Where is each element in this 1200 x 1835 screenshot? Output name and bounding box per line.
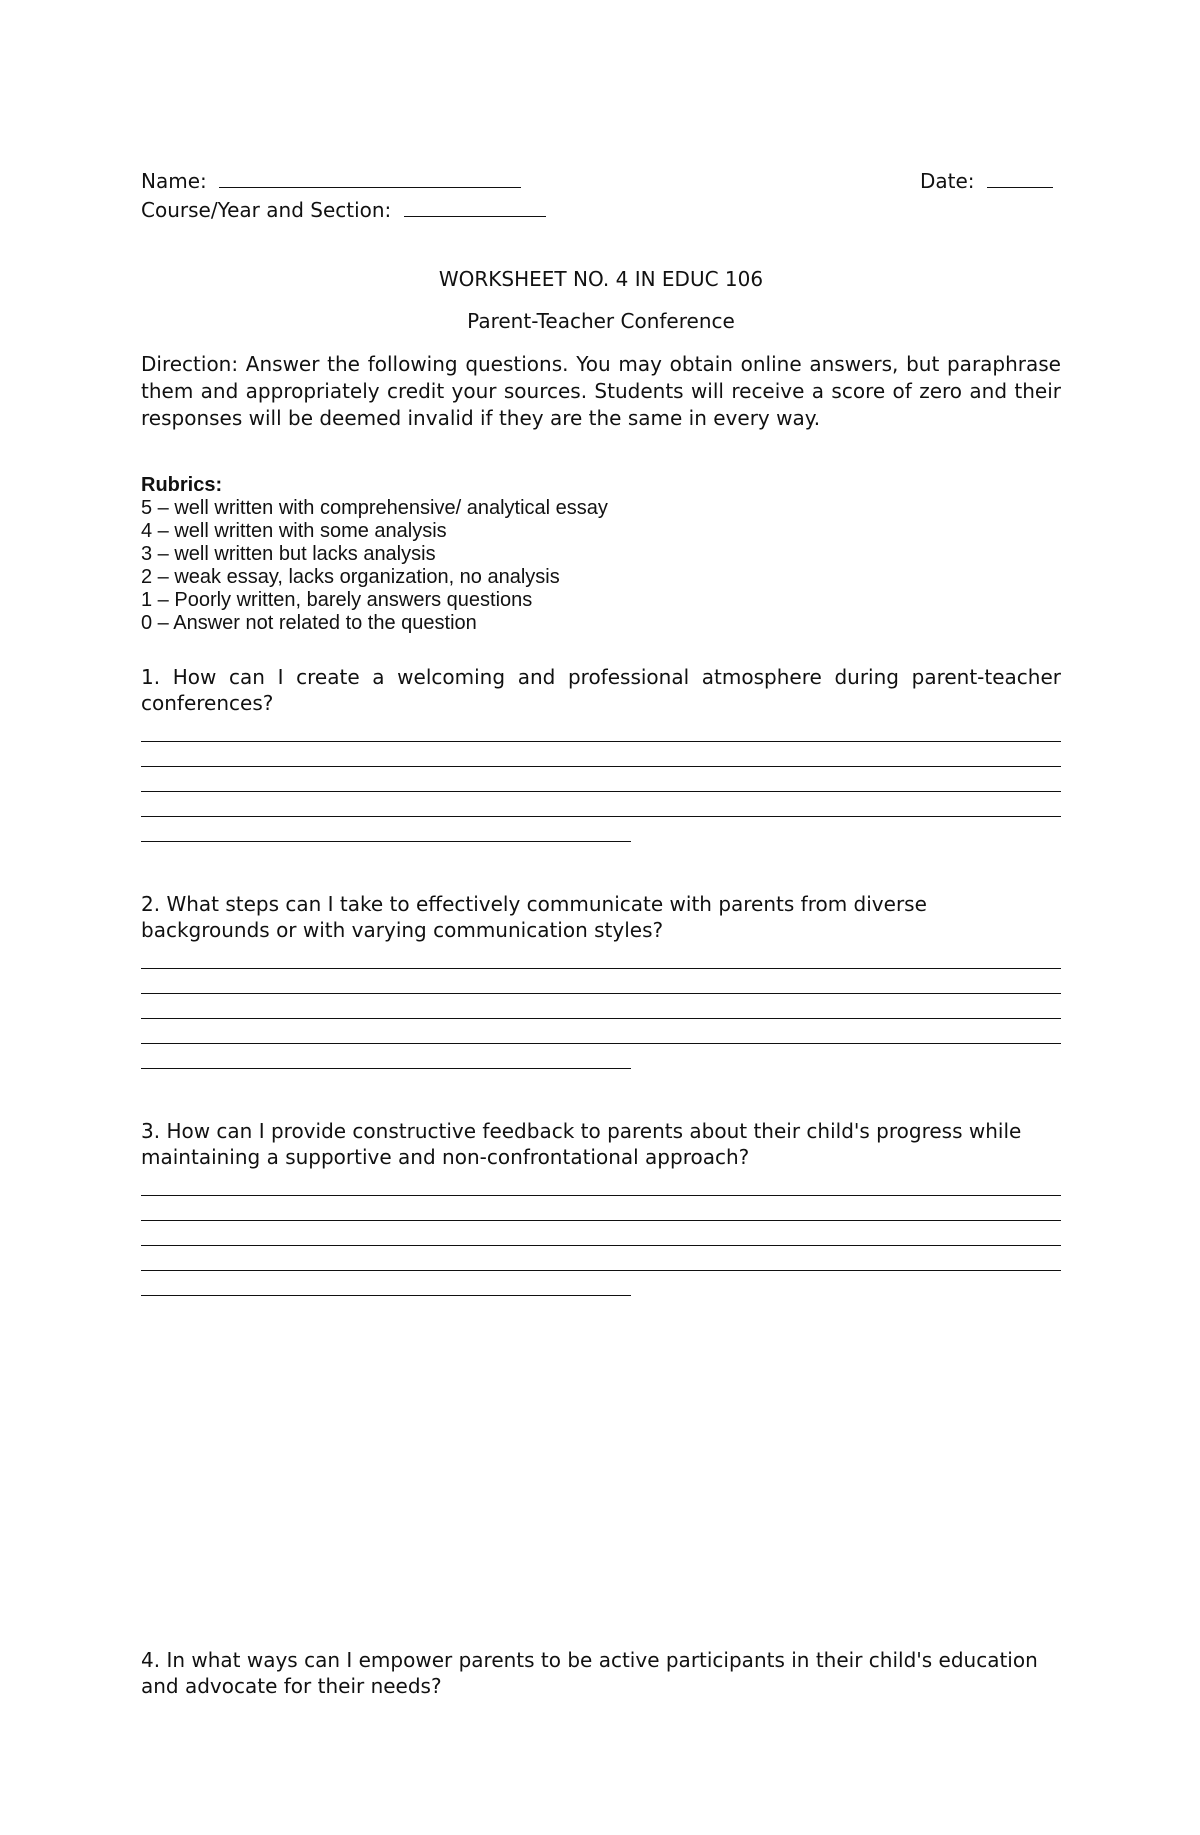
rubric-item: 1 – Poorly written, barely answers questions [141, 589, 533, 611]
answer-line[interactable] [141, 969, 1061, 994]
answer-lines-1[interactable] [141, 717, 1061, 842]
answer-line[interactable] [141, 1196, 1061, 1221]
question-2: 2. What steps can I take to effectively communicate with parents from diverse backgrounds or with varying communication styles? [141, 892, 927, 942]
answer-line[interactable] [141, 792, 1061, 817]
answer-line[interactable] [141, 1246, 1061, 1271]
rubric-item: 4 – well written with some analysis [141, 520, 447, 542]
answer-lines-3[interactable] [141, 1171, 1061, 1296]
direction-text: Direction: Answer the following questions. You may obtain online answers, but paraphrase them and appropriately credit your sources. Students will receive a score of zero and their responses will be deemed invalid if they are the same in every way. [141, 352, 1061, 430]
worksheet-subtitle: Parent-Teacher Conference [467, 309, 735, 333]
rubric-item: 2 – weak essay, lacks organization, no analysis [141, 566, 560, 588]
answer-line[interactable] [141, 1221, 1061, 1246]
answer-line[interactable] [141, 944, 1061, 969]
answer-line[interactable] [141, 742, 1061, 767]
rubric-item: 3 – well written but lacks analysis [141, 543, 436, 565]
answer-line[interactable] [141, 1019, 1061, 1044]
rubrics-label: Rubrics: [141, 474, 223, 496]
answer-line[interactable] [141, 717, 1061, 742]
answer-line[interactable] [141, 767, 1061, 792]
worksheet-page [141, 0, 1061, 1835]
name-blank-line[interactable] [219, 167, 521, 188]
date-field [920, 167, 1053, 195]
question-4: 4. In what ways can I empower parents to be active participants in their child's education and advocate for their needs? [141, 1648, 1038, 1698]
rubrics-section [141, 474, 1061, 635]
name-label: Name: [141, 169, 207, 193]
question-1: 1. How can I create a welcoming and professional atmosphere during parent-teacher conferences? [141, 665, 1061, 715]
worksheet-title: WORKSHEET NO. 4 IN EDUC 106 [438, 267, 764, 291]
answer-line[interactable] [141, 1271, 631, 1296]
answer-line[interactable] [141, 1171, 1061, 1196]
answer-line[interactable] [141, 817, 631, 842]
course-blank-line[interactable] [404, 196, 546, 217]
answer-line[interactable] [141, 994, 1061, 1019]
name-date-row [141, 167, 1061, 195]
answer-line[interactable] [141, 1044, 631, 1069]
date-blank-line[interactable] [987, 167, 1053, 188]
date-label: Date: [920, 169, 975, 193]
rubric-item: 0 – Answer not related to the question [141, 612, 477, 634]
course-label: Course/Year and Section: [141, 198, 392, 222]
rubric-item: 5 – well written with comprehensive/ analytical essay [141, 497, 608, 519]
answer-lines-2[interactable] [141, 944, 1061, 1069]
question-3: 3. How can I provide constructive feedback to parents about their child's progress while maintaining a supportive and non-confrontational approach? [141, 1119, 1022, 1169]
course-row [141, 196, 1061, 224]
